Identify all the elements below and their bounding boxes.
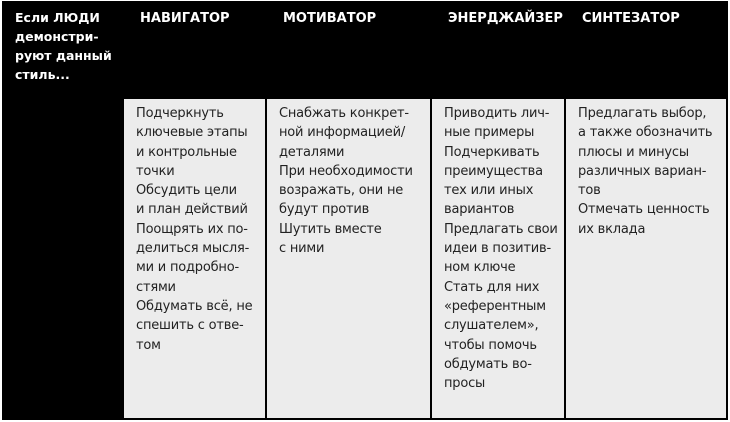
text-line: их вклада [578,221,646,237]
text-line: ные примеры [444,125,535,141]
text-line: просы [444,376,486,392]
text-line: с ними [279,241,325,257]
text-line: тов [578,183,601,199]
text-line: делиться мысля- [136,241,250,257]
text-line: Приводить лич- [444,106,550,121]
text-line: ключевые этапы [136,125,248,141]
text-line: Шутить вместе [279,221,382,237]
text-line: Предлагать выбор, [578,106,707,121]
text-line: вариантов [444,202,515,218]
text-line: том [136,337,161,353]
column-body-motivator [267,99,430,418]
text-line: Поощрять их по- [136,221,248,237]
text-line: идеи в позитив- [444,241,551,257]
column-title-energizer: ЭНЕРДЖАЙЗЕР [448,11,563,26]
text-line: Подчеркивать [444,144,540,160]
column-title-motivator: МОТИВАТОР [283,11,377,26]
text-line: различных вариан- [578,163,707,179]
column-header-motivator [267,1,430,99]
text-line: При необходимости [279,163,413,179]
text-line: плюсы и минусы [578,144,689,160]
row-header-line: демонстри- [15,29,99,44]
text-line: возражать, они не [279,183,404,199]
text-line: а также обозначить [578,125,713,141]
text-line: спешить с отве- [136,318,244,334]
text-line: будут против [279,202,370,218]
text-line: слушателем», [444,318,539,334]
row-header-line: руют данный [15,48,112,63]
column-header-energizer [432,1,564,99]
text-line: Стать для них [444,279,540,295]
column-title-synthesizer: СИНТЕЗАТОР [582,11,680,26]
text-line: чтобы помочь [444,337,537,353]
text-line: преимущества [444,163,543,179]
text-line: Обдумать всё, не [136,298,253,314]
text-line: Подчеркнуть [136,106,224,121]
row-header-cell [2,1,122,420]
column-body-synthesizer [566,99,726,418]
text-line: ной информацией/ [279,125,406,141]
column-title-navigator: НАВИГАТОР [140,11,230,26]
text-line: «референтным [444,298,546,314]
column-body-energizer [432,99,564,418]
row-header-line: Если ЛЮДИ [15,10,100,25]
tips-table [2,1,728,420]
text-line: стями [136,279,176,295]
text-line: Отмечать ценность [578,202,710,218]
text-line: и контрольные [136,144,237,160]
column-body-navigator [124,99,265,418]
text-line: ми и подробно- [136,260,239,276]
text-line: ном ключе [444,260,516,276]
text-line: обдумать во- [444,356,532,372]
column-header-synthesizer [566,1,726,99]
row-header-line: стиль... [15,67,70,82]
text-line: точки [136,163,175,179]
text-line: Предлагать свои [444,221,558,237]
text-line: Обсудить цели [136,183,237,199]
column-header-navigator [124,1,265,99]
text-line: Снабжать конкрет- [279,106,409,121]
text-line: деталями [279,144,345,160]
text-line: и план действий [136,202,248,218]
text-line: тех или иных [444,183,534,199]
